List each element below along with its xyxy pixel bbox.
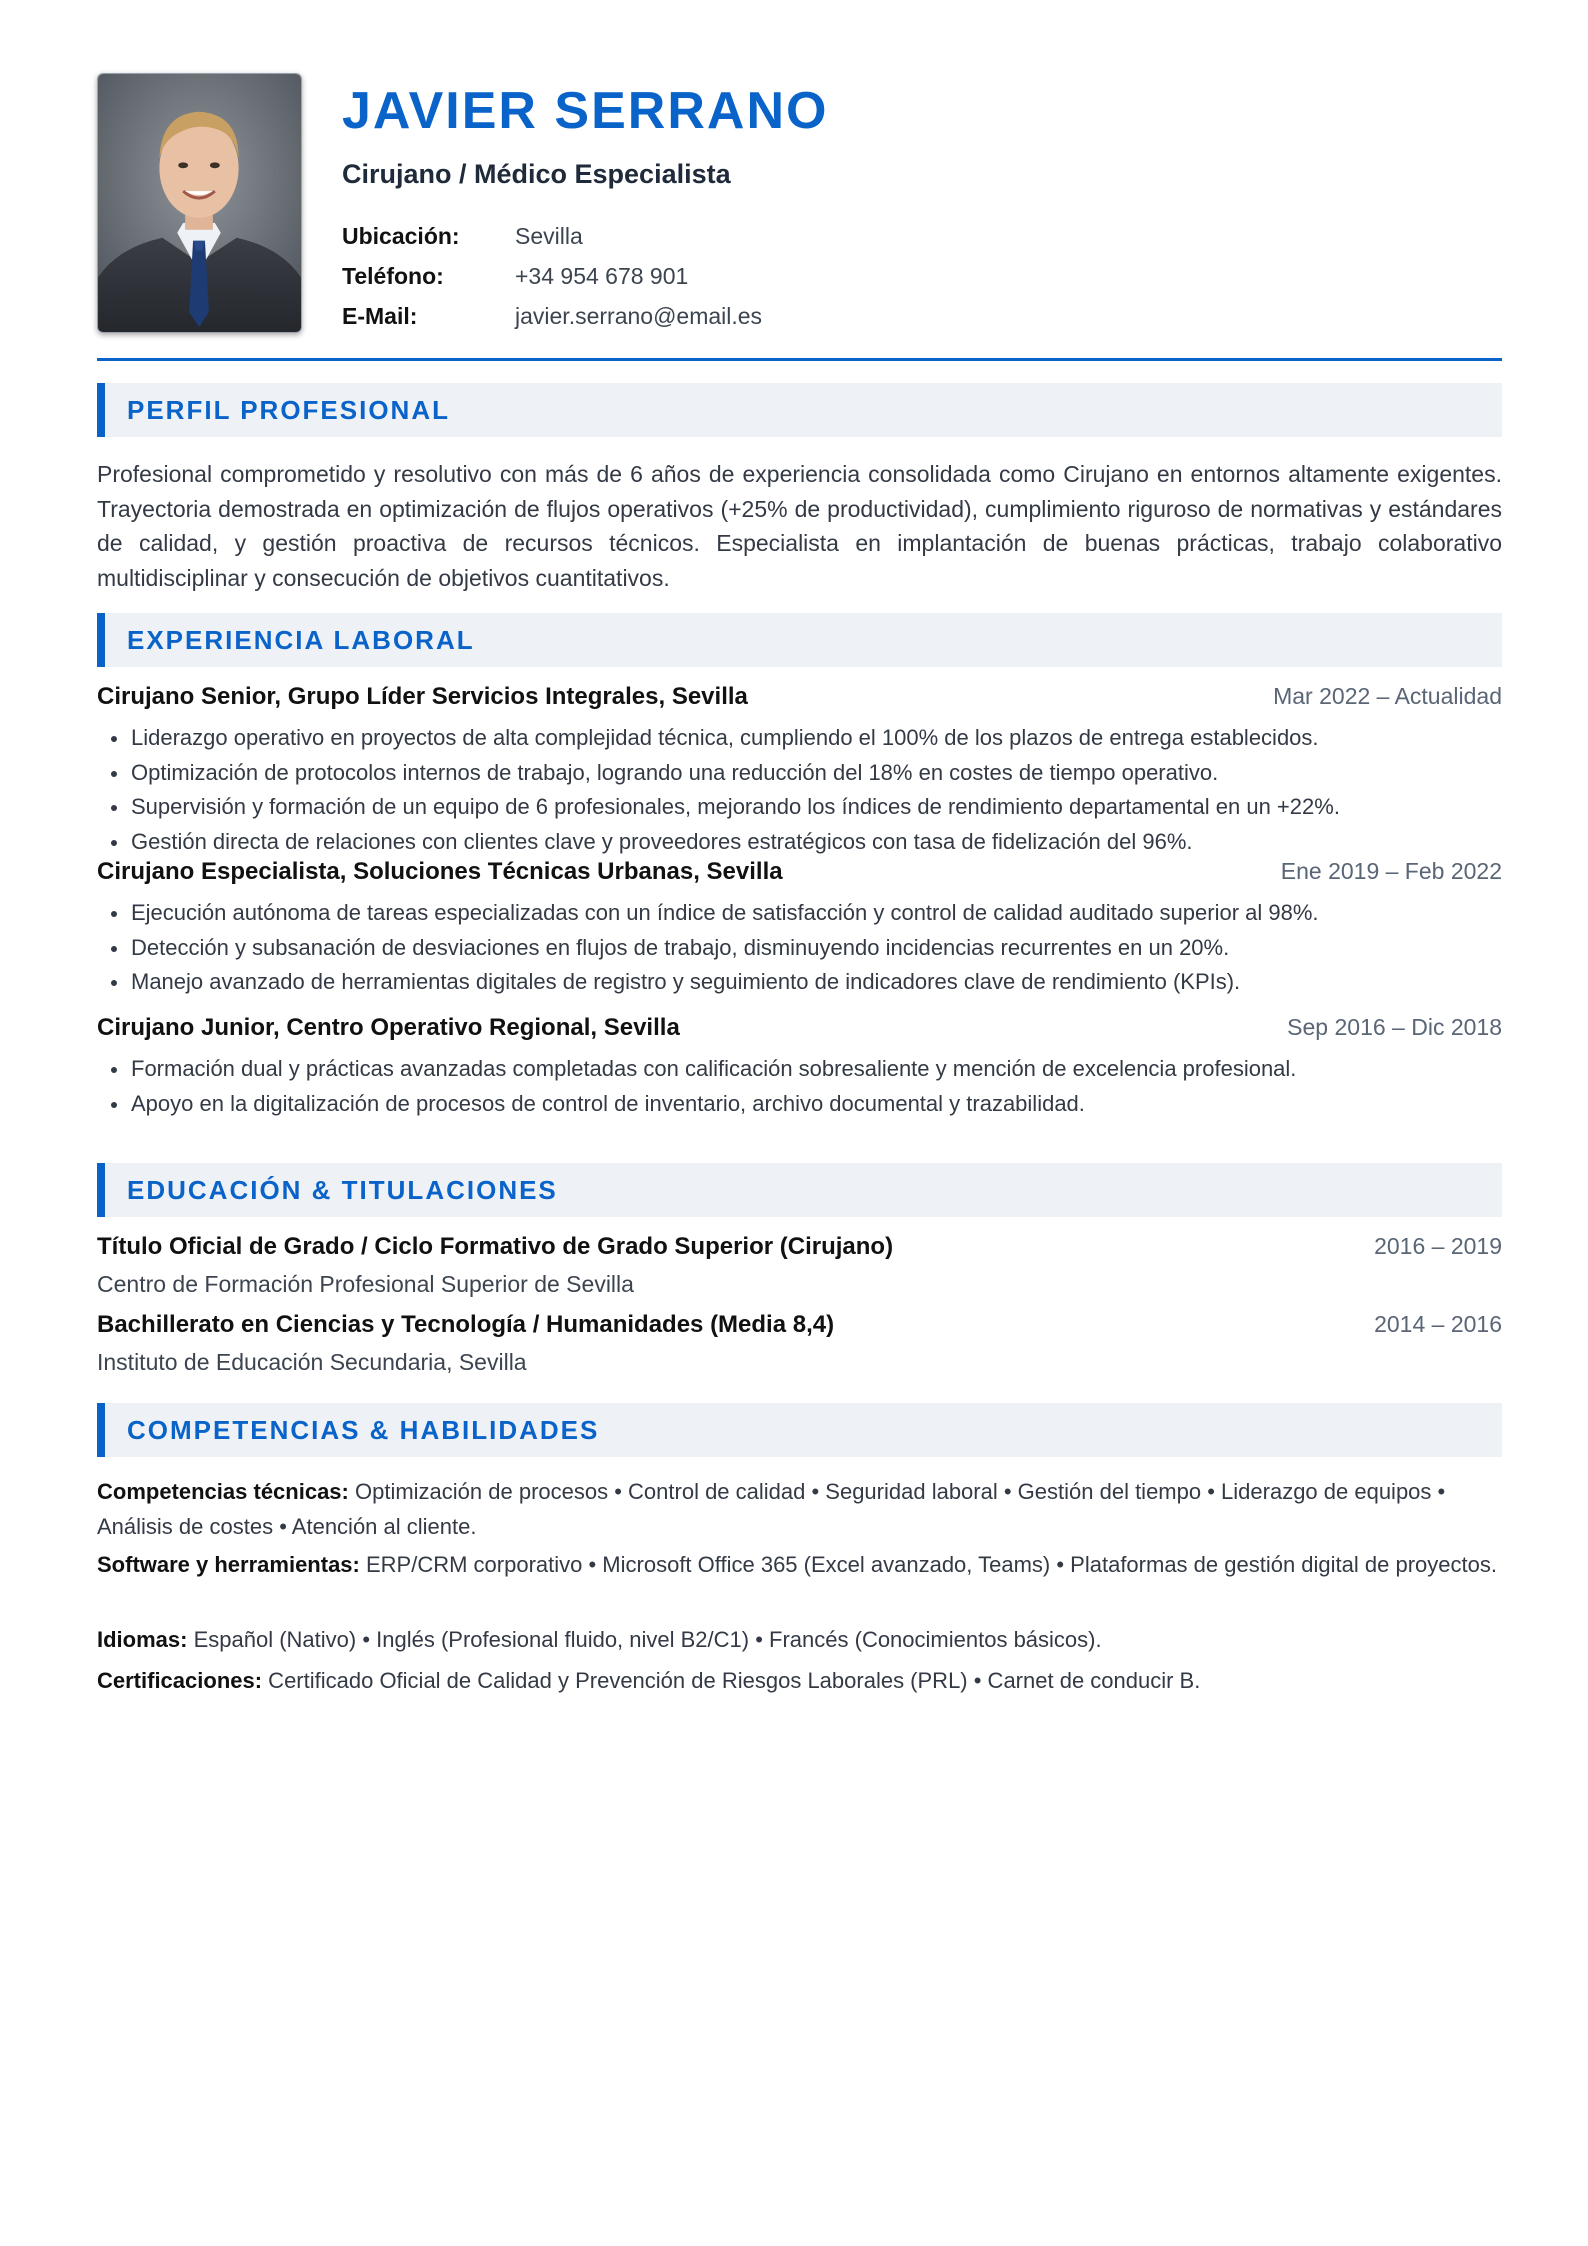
education-institution: Instituto de Educación Secundaria, Sevilla <box>97 1349 527 1375</box>
candidate-role: Cirujano / Médico Especialista <box>342 159 731 189</box>
job-bullets <box>97 896 1502 1000</box>
contact-row-email <box>342 296 762 336</box>
header-divider <box>97 358 1502 361</box>
skill-line <box>97 1664 1502 1699</box>
section-heading: EDUCACIÓN & TITULACIONES <box>127 1174 558 1205</box>
education-date: 2014 – 2016 <box>1374 1311 1502 1337</box>
education-entry <box>97 1311 1502 1379</box>
job-title: Cirujano Junior, Centro Operativo Regional, Sevilla <box>97 1014 680 1041</box>
contact-label: Teléfono: <box>342 262 444 289</box>
skill-text: ERP/CRM corporativo • Microsoft Office 365 (Excel avanzado, Teams) • Plataformas de gestión digital de proyectos. <box>359 1552 1497 1577</box>
resume-header <box>97 73 1502 333</box>
list-item: Gestión directa de relaciones con clientes clave y proveedores estratégicos con tasa de fidelización del 96%. <box>97 825 1502 860</box>
list-item: Detección y subsanación de desviaciones en flujos de trabajo, disminuyendo incidencias recurrentes en un 20%. <box>97 931 1502 966</box>
list-item: Apoyo en la digitalización de procesos de control de inventario, archivo documental y trazabilidad. <box>97 1087 1502 1122</box>
list-item: Supervisión y formación de un equipo de 6 profesionales, mejorando los índices de rendimiento departamental en un +22%. <box>97 790 1502 825</box>
skill-line <box>97 1623 1502 1658</box>
education-institution: Centro de Formación Profesional Superior de Sevilla <box>97 1271 634 1297</box>
profile-photo <box>97 73 302 333</box>
job-title: Cirujano Senior, Grupo Líder Servicios Integrales, Sevilla <box>97 683 748 710</box>
list-item: Ejecución autónoma de tareas especializadas con un índice de satisfacción y control de calidad auditado superior al 98%. <box>97 896 1502 931</box>
education-date: 2016 – 2019 <box>1374 1233 1502 1259</box>
job-date: Ene 2019 – Feb 2022 <box>1280 858 1502 884</box>
skill-label: Certificaciones: <box>97 1668 263 1693</box>
job-bullets <box>97 721 1502 859</box>
skill-label: Competencias técnicas: <box>97 1479 349 1504</box>
education-header <box>97 1311 1502 1345</box>
contact-label: E-Mail: <box>342 302 418 329</box>
contact-label: Ubicación: <box>342 222 460 249</box>
skill-line <box>97 1548 1502 1583</box>
job-entry <box>97 683 1502 859</box>
list-item: Formación dual y prácticas avanzadas completadas con calificación sobresaliente y mención de excelencia profesional. <box>97 1052 1502 1087</box>
contact-phone: +34 954 678 901 <box>515 262 689 289</box>
section-title-education <box>97 1163 1502 1217</box>
candidate-name: JAVIER SERRANO <box>342 82 829 140</box>
list-item: Liderazgo operativo en proyectos de alta complejidad técnica, cumpliendo el 100% de los plazos de entrega establecidos. <box>97 721 1502 756</box>
skill-line <box>97 1475 1502 1544</box>
profile-summary: Profesional comprometido y resolutivo con más de 6 años de experiencia consolidada como Cirujano en entornos altamente exigentes. Trayectoria demostrada en optimización de flujos operativos (+25% de productividad), cumplimiento riguroso de normativas y estándares de calidad, y gestión proactiva de recursos técnicos. Especialista en implantación de buenas prácticas, trabajo colaborativo multidisciplinar y consecución de objetivos cuantitativos. <box>97 461 1502 591</box>
skill-text: Certificado Oficial de Calidad y Prevención de Riesgos Laborales (PRL) • Carnet de conducir B. <box>262 1668 1201 1693</box>
job-date: Mar 2022 – Actualidad <box>1273 683 1502 709</box>
job-header <box>97 1014 1502 1052</box>
contact-email: javier.serrano@email.es <box>515 302 763 329</box>
job-title: Cirujano Especialista, Soluciones Técnicas Urbanas, Sevilla <box>97 858 783 885</box>
section-heading: PERFIL PROFESIONAL <box>127 394 450 425</box>
profile-photo-illustration <box>98 74 301 332</box>
education-title: Título Oficial de Grado / Ciclo Formativo de Grado Superior (Cirujano) <box>97 1233 894 1260</box>
section-heading: COMPETENCIAS & HABILIDADES <box>127 1414 600 1445</box>
list-item: Manejo avanzado de herramientas digitales de registro y seguimiento de indicadores clave de rendimiento (KPIs). <box>97 965 1502 1000</box>
resume-page <box>97 73 1502 1693</box>
section-title-profile <box>97 383 1502 437</box>
contact-location: Sevilla <box>515 222 583 249</box>
section-title-skills <box>97 1403 1502 1457</box>
job-date: Sep 2016 – Dic 2018 <box>1287 1014 1502 1040</box>
contact-info <box>342 216 762 336</box>
skill-text: Español (Nativo) • Inglés (Profesional fluido, nivel B2/C1) • Francés (Conocimientos básicos). <box>187 1627 1102 1652</box>
job-header <box>97 858 1502 896</box>
education-title: Bachillerato en Ciencias y Tecnología / Humanidades (Media 8,4) <box>97 1311 835 1338</box>
education-header <box>97 1233 1502 1267</box>
job-entry <box>97 858 1502 1000</box>
section-heading: EXPERIENCIA LABORAL <box>127 624 475 655</box>
contact-row-phone <box>342 256 762 296</box>
education-entry <box>97 1233 1502 1301</box>
job-bullets <box>97 1052 1502 1121</box>
skill-text: Optimización de procesos • Control de calidad • Seguridad laboral • Gestión del tiempo • Liderazgo de equipos • Análisis de costes • Atención al cliente. <box>97 1479 1446 1539</box>
skill-label: Software y herramientas: <box>97 1552 360 1577</box>
section-title-experience <box>97 613 1502 667</box>
job-entry <box>97 1014 1502 1121</box>
job-header <box>97 683 1502 721</box>
list-item: Optimización de protocolos internos de trabajo, logrando una reducción del 18% en costes de tiempo operativo. <box>97 756 1502 791</box>
skill-label: Idiomas: <box>97 1627 188 1652</box>
contact-row-location <box>342 216 762 256</box>
